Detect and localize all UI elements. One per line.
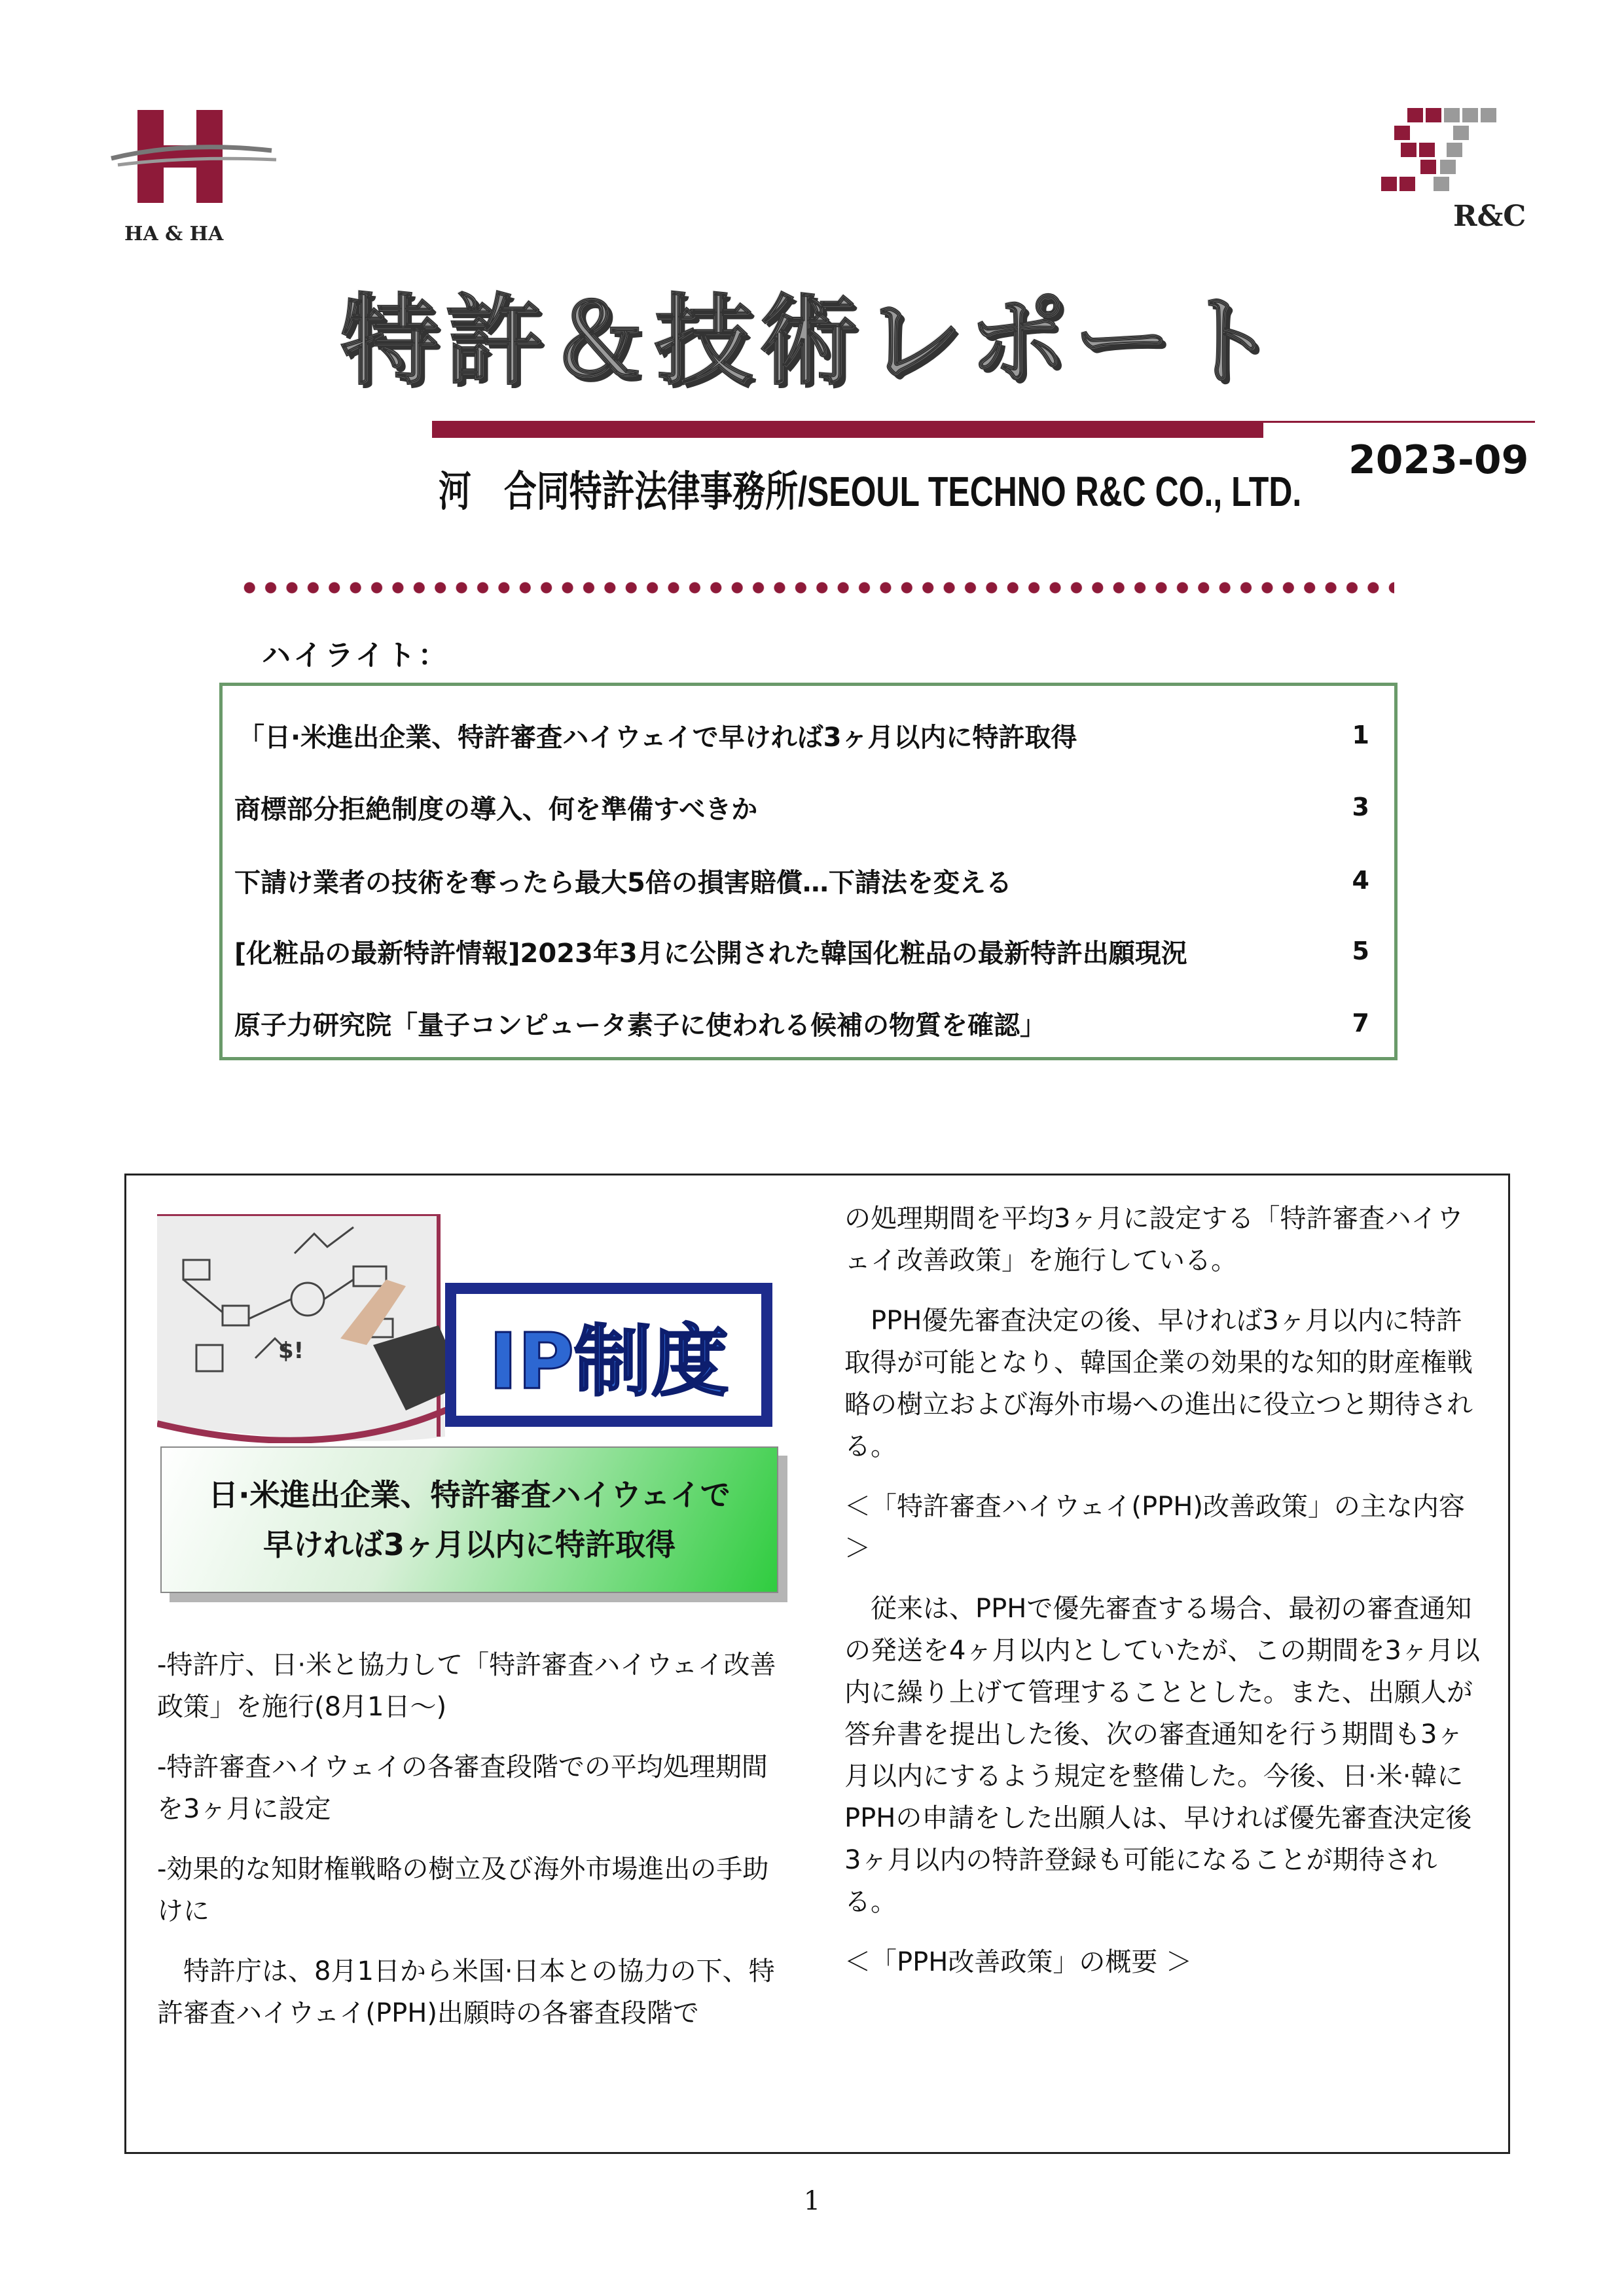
highlight-page: 4 xyxy=(1352,866,1369,895)
article-headline-box xyxy=(160,1446,778,1593)
article-paragraph: -特許庁、日·米と協力して「特許審査ハイウェイ改善政策」を施行(8月1日～) xyxy=(157,1650,776,1722)
article-column-right xyxy=(844,1198,1483,2001)
article-paragraph: -効果的な知財権戦略の樹立及び海外市場進出の手助けに xyxy=(157,1854,769,1926)
highlight-page: 7 xyxy=(1352,1009,1369,1037)
ha-ha-logo-caption: HA & HA xyxy=(124,223,224,245)
category-badge-text: IP制度 xyxy=(488,1316,729,1407)
highlight-title: [化粧品の最新特許情報]2023年3月に公開された韓国化粧品の最新特許出願現況 xyxy=(234,938,1187,969)
highlights-label: ハイライト： xyxy=(262,639,450,672)
article-paragraph: PPH優先審査決定の後、早ければ3ヶ月以内に特許取得が可能となり、韓国企業の効果的な知的財産権戦略の樹立および海外市場への進出に役立つと期待される。 xyxy=(844,1306,1473,1462)
seoul-techno-logo-mark xyxy=(1368,105,1532,203)
category-badge xyxy=(445,1283,772,1427)
highlight-item[interactable] xyxy=(234,784,1369,830)
headline-line-2: 早ければ3ヶ月以内に特許取得 xyxy=(262,1527,676,1562)
page-number: 1 xyxy=(803,2186,821,2216)
highlight-page: 1 xyxy=(1352,721,1369,749)
ha-ha-logo-mark xyxy=(105,105,281,223)
highlight-page: 3 xyxy=(1352,793,1369,821)
report-title: 特許＆技術レポート xyxy=(340,285,1284,399)
company-name: 河 合同特許法律事務所/SEOUL TECHNO R&C CO., LTD. xyxy=(439,468,1302,515)
article-subheading: ＜「特許審査ハイウェイ(PPH)改善政策」の主な内容＞ xyxy=(844,1492,1465,1564)
seoul-techno-logo xyxy=(1368,105,1532,236)
category-badge-inner xyxy=(453,1291,765,1419)
highlights-box xyxy=(219,683,1398,1060)
highlight-item[interactable] xyxy=(234,857,1369,903)
highlight-item[interactable] xyxy=(234,928,1369,974)
article-paragraph: 従来は、PPHで優先審査する場合、最初の審査通知の発送を4ヶ月以内としていたが、この期間を3ヶ月以内に繰り上げて管理することとした。また、出願人が答弁書を提出した後、次の審査通知を行う期間も3ヶ月以内にするよう規定を整備した。今後、日·米·韓にPPHの申請をした出願人は、早ければ優先審査決定後3ヶ月以内の特許登録も可能になることが期待される。 xyxy=(844,1594,1480,1917)
article-paragraph: の処理期間を平均3ヶ月に設定する「特許審査ハイウェイ改善政策」を施行している。 xyxy=(844,1204,1464,1276)
headline-line-1: 日·米進出企業、特許審査ハイウェイで xyxy=(208,1477,731,1513)
svg-text:$!: $! xyxy=(278,1338,304,1364)
title-underline-bar xyxy=(432,421,1263,438)
article-column-left xyxy=(157,1644,785,2053)
seoul-techno-logo-caption: R&C xyxy=(1453,200,1526,233)
article-paragraph: 特許庁は、8月1日から米国·日本との協力の下、特許審査ハイウェイ(PPH)出願時の各審査段階で xyxy=(157,1956,775,2028)
title-underline-thin xyxy=(1263,421,1535,423)
highlight-title: 「日·米進出企業、特許審査ハイウェイで早ければ3ヶ月以内に特許取得 xyxy=(238,722,1077,753)
highlight-title: 商標部分拒絶制度の導入、何を準備すべきか xyxy=(234,794,758,825)
highlight-title: 下請け業者の技術を奪ったら最大5倍の損害賠償…下請法を変える xyxy=(234,867,1012,898)
article-subheading: ＜「PPH改善政策」の概要 ＞ xyxy=(844,1947,1193,1977)
highlight-page: 5 xyxy=(1352,937,1369,965)
ha-ha-logo xyxy=(105,105,281,245)
highlight-item[interactable] xyxy=(234,1000,1369,1046)
highlight-title: 原子力研究院「量子コンピュータ素子に使われる候補の物質を確認」 xyxy=(234,1010,1046,1041)
highlight-item[interactable] xyxy=(234,712,1369,758)
article-paragraph: -特許審査ハイウェイの各審査段階での平均処理期間を3ヶ月に設定 xyxy=(157,1752,768,1824)
dotted-divider xyxy=(239,581,1394,594)
issue-number: 2023-09 xyxy=(1348,437,1529,483)
